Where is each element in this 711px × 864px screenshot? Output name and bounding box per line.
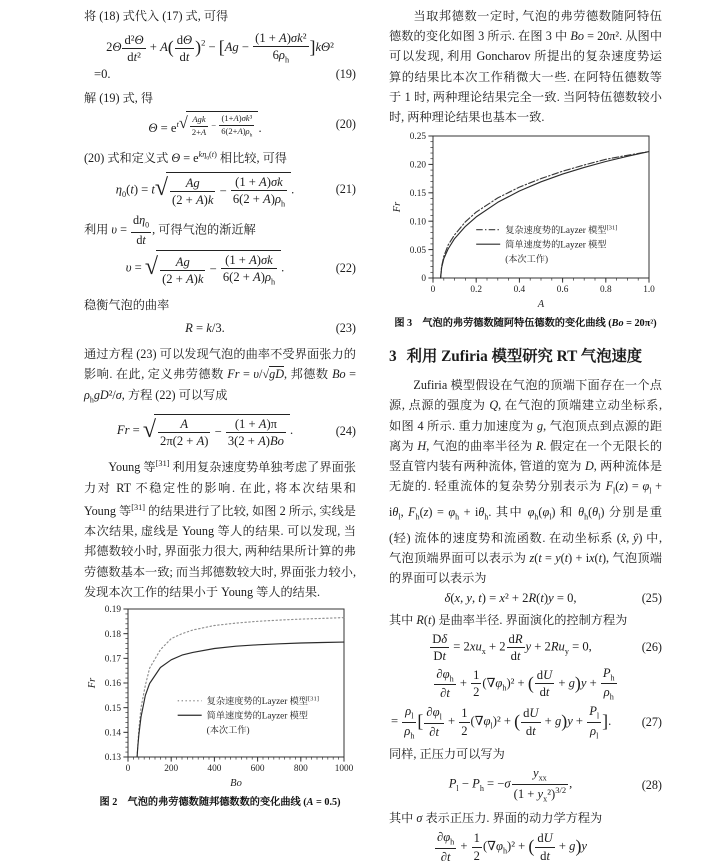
equation-27-number: (27): [641, 714, 662, 729]
svg-text:400: 400: [207, 764, 222, 775]
svg-text:0.25: 0.25: [409, 132, 426, 143]
svg-text:0.15: 0.15: [104, 703, 121, 714]
equation-24-number: (24): [335, 423, 356, 438]
equation-19: [84, 31, 356, 82]
equation-25-body: δ(x, y, t) = x² + 2R(t)y = 0,: [444, 591, 577, 606]
paragraph-asymptotic: 利用 υ = $\frac{d\eta_0}{dt}$ , 可得气泡的渐近解: [84, 213, 256, 247]
equation-21-number: (21): [335, 182, 356, 197]
equation-22-body: υ = √ $\frac{Ag}{(2 + A)k}$ − $\frac{(1 + A)\sigma k}{6(2 + A)\rho_h}$ .: [84, 250, 326, 287]
equation-27-line2: = $\frac{\rho_l}{\rho_h}$ [ $\frac{\partial\varphi_l}{\partial t}$ + $\frac{1}{2}$ $(\nabla\varphi_l)^2$ + ( $\frac{dU}{dt}$ + g)y + $\frac{P_l}{\rho_l}$ ].: [391, 703, 612, 741]
equation-21-body: $\eta_0(t) = t$ √ $\frac{Ag}{(2 + A)k}$ − $\frac{(1 + A)\sigma k}{6(2 + A)\rho_h}$ .: [84, 172, 326, 209]
svg-text:0.13: 0.13: [104, 753, 121, 764]
equation-23-body: R = k/3.: [185, 321, 225, 336]
svg-text:0: 0: [421, 274, 426, 285]
left-column: [84, 6, 356, 810]
svg-text:0.16: 0.16: [104, 679, 121, 690]
equation-28-body: $P_l - P_h = -\sigma$ $y_{xx}$ $(1 + y_x^2)^{3/2}$ ,: [448, 766, 573, 804]
equation-27-line1: $\frac{\partial\varphi_h}{\partial t}$ + $\frac{1}{2}$ $(\nabla\varphi_h)^2$ + ( $\frac{dU}{dt}$ + g)y + $\frac{P_h}{\rho_h}$: [436, 665, 615, 702]
svg-text:0.10: 0.10: [409, 217, 426, 228]
svg-text:0.17: 0.17: [104, 654, 121, 665]
svg-text:A: A: [537, 299, 545, 311]
paragraph-normal-pressure: 同样, 正压力可以写为: [389, 747, 505, 762]
svg-text:0: 0: [125, 764, 131, 775]
equation-26-number: (26): [641, 640, 662, 655]
paragraph-bond-fixed: 当取邦德数一定时, 气泡的弗劳德数随阿特伍德数的变化如图 3 所示. 在图 3 中 Bo = 20π². 从图中可以发现, 利用 Goncharov 所提出的复杂速度势运算的结果比本次工作稍微大一些. 在阿特伍德数等于 1 时, 两种理论结果完全一致. 当阿特伍德数较小时, 两种理论结果也基本一致.: [389, 9, 663, 125]
svg-text:0.05: 0.05: [409, 246, 426, 257]
svg-text:0.20: 0.20: [409, 160, 426, 171]
svg-text:0.19: 0.19: [104, 605, 121, 616]
svg-text:Fr: Fr: [87, 677, 98, 689]
paragraph-froude-bond: 通过方程 (23) 可以发现气泡的曲率不受界面张力的影响. 在此, 定义弗劳德数 Fr = υ/√gD, 邦德数 $Bo = \rho_hgD^2/\sigma$, 方程 (22) 可以写成: [84, 347, 357, 405]
svg-text:0.6: 0.6: [556, 285, 569, 296]
equation-22: [84, 250, 356, 287]
svg-text:0.2: 0.2: [470, 285, 483, 296]
right-column: [389, 6, 662, 864]
equation-24: [84, 414, 356, 448]
equation-25: [389, 591, 662, 606]
svg-text:简单速度势的Layzer 模型: 简单速度势的Layzer 模型: [505, 239, 607, 250]
svg-text:简单速度势的Layzer 模型: 简单速度势的Layzer 模型: [206, 710, 308, 721]
svg-text:1000: 1000: [334, 764, 354, 775]
equation-21: [84, 172, 356, 209]
equation-22-number: (22): [335, 261, 356, 276]
equation-23-number: (23): [335, 321, 356, 336]
equation-dynamics-body: $\frac{\partial\varphi_h}{\partial t}$ + $\frac{1}{2}$ $(\nabla\varphi_h)^2$ + ( $\frac{dU}{dt}$ + g)y: [436, 830, 588, 864]
paragraph-zufiria-model: Zufiria 模型假设在气泡的顶端下面存在一个点源, 点源的强度为 Q, 在气泡的顶端建立动坐标系, 如图 4 所示. 重力加速度为 g, 气泡顶点到点源的距离为 H, 气泡的曲率半径为 R. 假定在一个无限长的竖直管内装有两种流体, 管道的宽为 D, 两种流体是无旋的. 轻重流体的复杂势分别表示为 $F_l(z) = \varphi_l + i\theta_l$, $F_h(z) = \varphi_h + i\theta_h$. 其中 $\varphi_h(\varphi_l)$ 和 $\theta_h(\theta_l)$ 分别是重 (轻) 流体的速度势和流函数. 在动坐标系 (x̂, ŷ) 中, 气泡顶端界面可以表示为 z(t = y(t) + ix(t), 气泡顶端的界面可以表示为: [389, 378, 663, 585]
equation-26-body: $\frac{D\delta}{Dt}$ = $2xu_x + 2$ $\frac{dR}{dt}$ $y + 2Ru_y = 0$,: [432, 632, 592, 664]
equation-19-number: (19): [335, 66, 356, 81]
section-3-title: 利用 Zufiria 模型研究 RT 气泡速度: [406, 348, 643, 366]
paragraph-young-comparison: Young 等[31] 利用复杂速度势单独考虑了界面张力对 RT 不稳定性的影响. 在此, 将本次结果和 Young 等[31] 的结果进行了比较, 如图 2 所示, 实线是本次结果, 虚线是 Young 等人的结果. 可以发现, 当邦德数较小时, 界面张力很大, 两种结果所计算的弗劳德数基本一致; 而当邦德数较大时, 界面张力较小, 发现本次工作的结果小于 Young 等人的结果.: [84, 459, 356, 599]
figure-3: [389, 129, 662, 331]
svg-text:600: 600: [250, 764, 265, 775]
section-3-heading: [389, 344, 662, 366]
svg-text:Fr: Fr: [392, 201, 403, 213]
equation-20-number: (20): [335, 117, 356, 132]
figure-2: [84, 602, 356, 810]
svg-text:800: 800: [293, 764, 308, 775]
svg-text:200: 200: [164, 764, 179, 775]
figure2-chart: [84, 602, 356, 793]
paragraph-compare-definition: (20) 式和定义式 $\Theta = e^{k\eta_0(t)}$ 相比较, 可得: [84, 149, 287, 165]
equation-26: [389, 632, 662, 663]
equation-19-line1: 2Θ $\frac{\text{d²Θ}}{\text{dt²}}$ + A( $\frac{d\Theta}{dt}$ )$^2$ − [Ag − $\frac{\text{(1 + A)σk²}}{6\rho_h}$ ]kΘ²: [106, 31, 334, 65]
paragraph-curvature-radius: 其中 R(t) 是曲率半径. 界面演化的控制方程为: [389, 613, 628, 628]
svg-text:0.18: 0.18: [104, 629, 121, 640]
figure2-caption: 图 2 气泡的弗劳德数随邦德数数的变化曲线 (A = 0.5): [99, 797, 341, 809]
equation-23: [84, 321, 356, 336]
paragraph-solve-19: 解 (19) 式, 得: [84, 90, 154, 105]
svg-text:(本次工作): (本次工作): [206, 725, 250, 736]
svg-text:0: 0: [430, 285, 436, 296]
equation-27: [389, 666, 662, 741]
figure3-caption: 图 3 气泡的弗劳德数随阿特伍德数的变化曲线 (Bo = 20π²): [394, 318, 657, 330]
svg-text:复杂速度势的Layzer 模型[31]: 复杂速度势的Layzer 模型[31]: [206, 695, 319, 707]
svg-text:1.0: 1.0: [643, 285, 655, 296]
equation-28-number: (28): [641, 777, 662, 792]
svg-text:0.4: 0.4: [513, 285, 526, 296]
equation-dynamics-partial: [389, 830, 662, 864]
equation-20: [84, 111, 356, 139]
equation-24-body: Fr = √ $\frac{A}{2\pi(2 + A)}$ − $\frac{(1 + A)\pi}{3(2 + A)Bo}$ .: [84, 414, 326, 448]
equation-19-line2: =0.: [94, 66, 111, 81]
svg-text:0.14: 0.14: [104, 728, 121, 739]
equation-25-number: (25): [641, 591, 662, 606]
paragraph-sigma-dynamics: 其中 σ 表示正压力. 界面的动力学方程为: [389, 810, 603, 825]
svg-text:0.15: 0.15: [409, 189, 426, 200]
figure3-chart: [389, 129, 661, 314]
svg-text:(本次工作): (本次工作): [505, 254, 549, 265]
equation-28: [389, 766, 662, 804]
equation-20-body: $\Theta = e^{t √ Agk 2+A - \frac{\text{(1+A)σk³}}{6(2+A)\rho_h}}$ .: [148, 113, 262, 139]
svg-text:复杂速度势的Layzer 模型[31]: 复杂速度势的Layzer 模型[31]: [505, 224, 618, 236]
svg-text:Bo: Bo: [230, 778, 242, 790]
paragraph-curvature: 稳衡气泡的曲率: [84, 298, 170, 313]
intro-line: 将 (18) 式代入 (17) 式, 可得: [84, 9, 229, 23]
section-3-number: 3: [389, 348, 397, 366]
svg-text:0.8: 0.8: [599, 285, 612, 296]
